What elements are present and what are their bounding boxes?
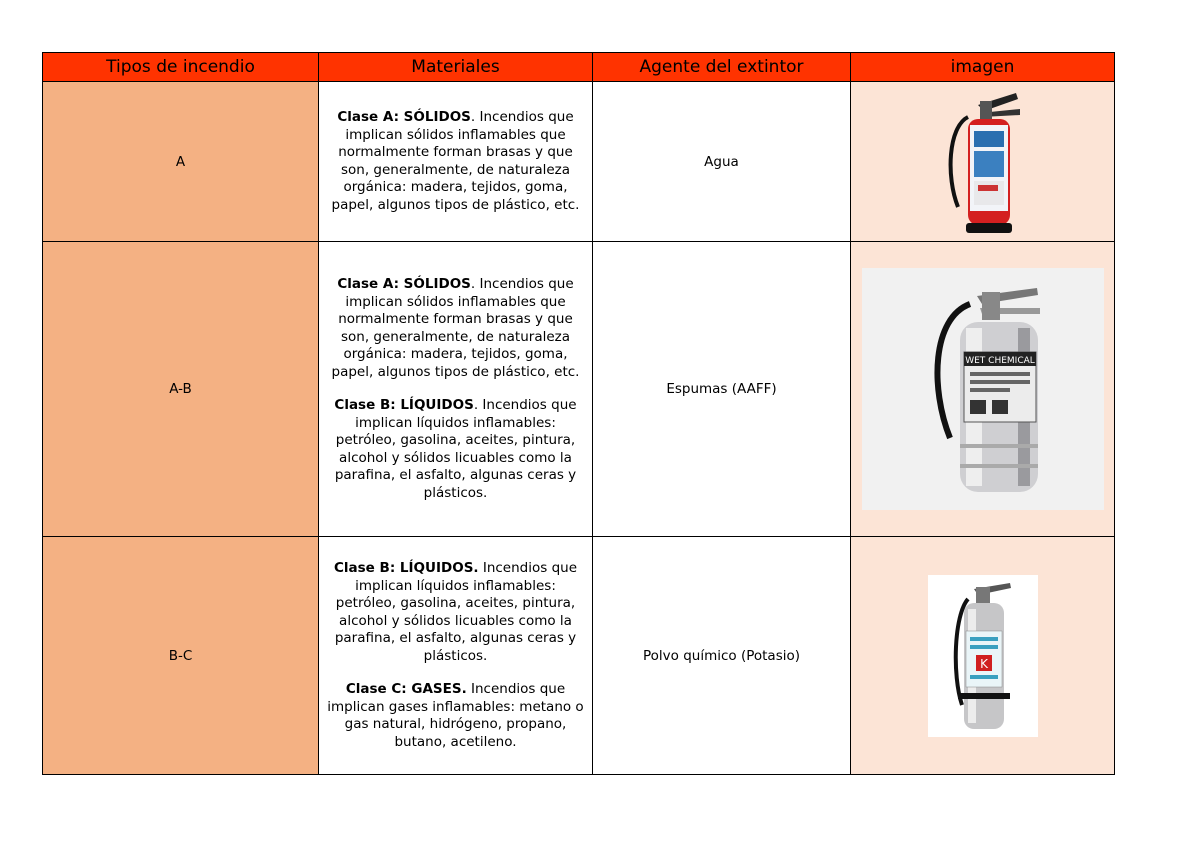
materials-paragraph [325,109,586,214]
header-imagen: imagen [851,53,1115,82]
materials-cell [319,537,593,775]
materials-text: . Incendios que implican sólidos inflamables que normalmente forman brasas y que son, generalmente, de naturaleza orgánica: madera, tejidos, goma, papel, algunos tipos de plástico, etc. [331,276,580,380]
foam-extinguisher-photo [862,268,1104,510]
materials-class-label: Clase A: SÓLIDOS [337,109,471,125]
table-header-row [43,53,1115,82]
agent-cell: Espumas (AAFF) [593,242,851,537]
image-cell [851,537,1115,775]
label-text: K [979,656,988,671]
materials-paragraph [325,681,586,751]
water-extinguisher-photo [851,87,1114,237]
materials-cell [319,82,593,242]
header-agente: Agente del extintor [593,53,851,82]
materials-text: . Incendios que implican sólidos inflamables que normalmente forman brasas y que son, generalmente, de naturaleza orgánica: madera, tejidos, goma, papel, algunos tipos de plástico, etc. [331,109,580,213]
image-cell [851,242,1115,537]
materials-text: Incendios que implican líquidos inflamables: petróleo, gasolina, aceites, pintura, alcohol y sólidos licuables como la parafina, el asfalto, algunas ceras y plásticos. [334,560,577,664]
fire-types-table [42,52,1115,775]
image-cell [851,82,1115,242]
materials-text: . Incendios que implican líquidos inflamables: petróleo, gasolina, aceites, pintura, alcohol y sólidos licuables como la parafina, el asfalto, algunas ceras y plásticos. [334,397,577,501]
materials-paragraph [325,276,586,381]
materials-text: Incendios que implican gases inflamables: metano o gas natural, hidrógeno, propano, butano, acetileno. [327,681,584,750]
materials-class-label: Clase B: LÍQUIDOS. [334,560,479,576]
table-row [43,537,1115,775]
type-cell: A [43,82,319,242]
agent-cell: Polvo químico (Potasio) [593,537,851,775]
powder-extinguisher-photo [928,575,1038,737]
materials-class-label: Clase B: LÍQUIDOS [334,397,474,413]
agent-cell: Agua [593,82,851,242]
label-text: WET CHEMICAL [964,356,1035,366]
materials-cell [319,242,593,537]
table-row [43,82,1115,242]
type-cell: B-C [43,537,319,775]
header-tipos: Tipos de incendio [43,53,319,82]
header-materiales: Materiales [319,53,593,82]
table-row [43,242,1115,537]
materials-paragraph [325,560,586,665]
materials-class-label: Clase C: GASES. [345,681,467,697]
materials-class-label: Clase A: SÓLIDOS [337,276,471,292]
type-cell: A-B [43,242,319,537]
materials-paragraph [325,397,586,502]
